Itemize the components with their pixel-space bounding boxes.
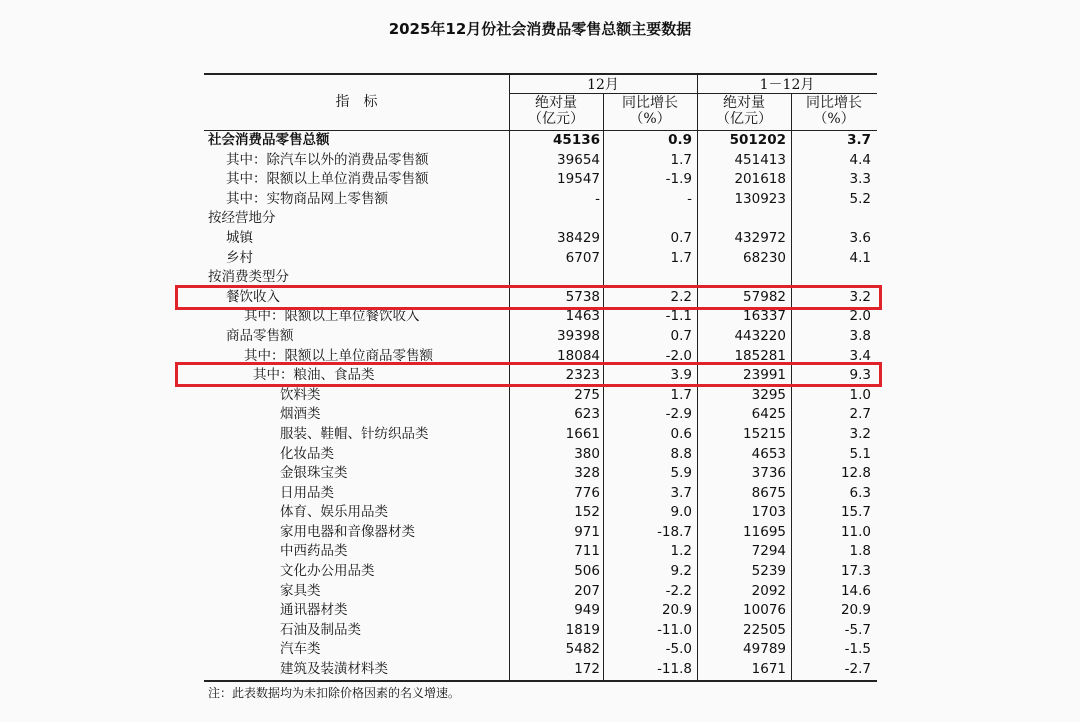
table-row [204, 660, 877, 680]
row-value: 3736 [751, 465, 786, 482]
row-value: 12.8 [840, 465, 871, 482]
row-value: 11.0 [840, 523, 871, 540]
row-value: 3.2 [849, 425, 871, 442]
row-value: 15.7 [840, 504, 871, 521]
row-label: 文化办公用品类 [280, 563, 375, 580]
row-label: 通讯器材类 [280, 602, 348, 619]
row-value: - [687, 190, 692, 207]
row-value: 711 [574, 543, 600, 560]
table-header [204, 75, 877, 131]
row-value: 2.0 [849, 308, 871, 325]
row-value: 3.7 [670, 484, 692, 501]
row-label: 其中：实物商品网上零售额 [226, 190, 388, 207]
row-label: 家具类 [280, 582, 321, 599]
header-group-ytd: 1－12月 [759, 77, 815, 93]
row-label: 餐饮收入 [226, 288, 280, 305]
header-yoy-1 [603, 95, 697, 127]
row-value: 1.2 [670, 543, 692, 560]
table-row [204, 503, 877, 523]
row-value: 1463 [565, 308, 600, 325]
row-value: 3.4 [849, 347, 871, 364]
row-value: 15215 [743, 425, 786, 442]
row-value: 275 [574, 386, 600, 403]
table-note: 注：此表数据均为未扣除价格因素的名义增速。 [208, 686, 461, 700]
row-value: 3.6 [849, 229, 871, 246]
row-value: 1.7 [670, 151, 692, 168]
table-row [204, 445, 877, 465]
header-yoy-label: 同比增长 [622, 95, 678, 111]
row-value: 1.0 [849, 386, 871, 403]
row-value: 5482 [565, 641, 600, 658]
table-row [204, 405, 877, 425]
table-row [204, 229, 877, 249]
row-value: 623 [574, 406, 600, 423]
row-value: 2.7 [849, 406, 871, 423]
row-label: 社会消费品零售总额 [208, 132, 330, 148]
table-row [204, 151, 877, 171]
row-label: 体育、娱乐用品类 [280, 504, 388, 521]
header-yoy-2 [791, 95, 877, 127]
row-value: 328 [574, 465, 600, 482]
row-value: 380 [574, 445, 600, 462]
table-row [204, 484, 877, 504]
row-value: 432972 [734, 229, 786, 246]
header-indicator: 指 标 [335, 94, 378, 110]
row-value: 172 [574, 661, 600, 678]
row-value: 506 [574, 563, 600, 580]
row-value: 971 [574, 523, 600, 540]
row-label: 石油及制品类 [280, 621, 361, 638]
row-value: 9.0 [670, 504, 692, 521]
header-abs-unit: （亿元） [716, 111, 772, 127]
row-value: 20.9 [840, 602, 871, 619]
row-label: 其中：限额以上单位餐饮收入 [244, 308, 420, 325]
row-value: 152 [574, 504, 600, 521]
row-value: 3.7 [847, 132, 871, 148]
row-label: 其中：粮油、食品类 [253, 367, 375, 384]
row-value: 8675 [751, 484, 786, 501]
row-value: 185281 [734, 347, 786, 364]
row-value: 2.2 [670, 288, 692, 305]
header-yoy-unit: （%） [629, 111, 671, 127]
table-row [204, 327, 877, 347]
row-label: 乡村 [226, 249, 253, 266]
row-value: 949 [574, 602, 600, 619]
table-row [204, 542, 877, 562]
row-value: 130923 [734, 190, 786, 207]
row-value: 5.2 [849, 190, 871, 207]
row-label: 日用品类 [280, 484, 334, 501]
row-value: 3295 [751, 386, 786, 403]
row-value: 22505 [743, 621, 786, 638]
row-value: 201618 [734, 171, 786, 188]
table-row [204, 523, 877, 543]
row-label: 烟酒类 [280, 406, 321, 423]
row-value: -18.7 [657, 523, 692, 540]
table-row [204, 209, 877, 229]
row-label: 商品零售额 [226, 327, 294, 344]
row-label: 城镇 [226, 229, 253, 246]
table-row [204, 464, 877, 484]
row-value: 776 [574, 484, 600, 501]
row-value: -5.7 [844, 621, 871, 638]
row-label: 家用电器和音像器材类 [280, 523, 415, 540]
table-row [204, 640, 877, 660]
row-value: 20.9 [661, 602, 692, 619]
highlight-box-catering [175, 285, 882, 310]
row-value: 5.9 [670, 465, 692, 482]
page-title: 2025年12月份社会消费品零售总额主要数据 [388, 20, 692, 38]
row-label: 按经营地分 [208, 210, 276, 227]
row-label: 其中：除汽车以外的消费品零售额 [226, 151, 429, 168]
row-value: 38429 [557, 229, 600, 246]
row-value: 0.7 [670, 327, 692, 344]
table-row [204, 249, 877, 269]
row-value: -11.0 [657, 621, 692, 638]
row-value: -5.0 [665, 641, 692, 658]
table-row [204, 386, 877, 406]
row-label: 化妆品类 [280, 445, 334, 462]
row-value: 207 [574, 582, 600, 599]
row-label: 金银珠宝类 [280, 465, 348, 482]
row-label: 服装、鞋帽、针纺织品类 [280, 425, 429, 442]
row-value: 49789 [743, 641, 786, 658]
header-abs-label: 绝对量 [723, 95, 765, 111]
row-value: 17.3 [840, 563, 871, 580]
row-value: 6.3 [849, 484, 871, 501]
header-yoy-unit: （%） [813, 111, 855, 127]
row-value: 3.2 [849, 288, 871, 305]
row-value: -2.9 [665, 406, 692, 423]
header-abs-unit: （亿元） [528, 111, 584, 127]
row-value: 18084 [557, 347, 600, 364]
row-label: 按消费类型分 [208, 269, 289, 286]
highlight-box-grain-oil-food [175, 362, 882, 387]
row-label: 其中：限额以上单位消费品零售额 [226, 171, 429, 188]
header-yoy-label: 同比增长 [806, 95, 862, 111]
row-value: 0.9 [668, 132, 692, 148]
header-group-month: 12月 [587, 77, 619, 93]
row-value: 3.3 [849, 171, 871, 188]
row-value: 9.3 [849, 367, 871, 384]
row-value: 11695 [743, 523, 786, 540]
header-abs-2 [697, 95, 791, 127]
header-abs-1 [509, 95, 603, 127]
table-row [204, 562, 877, 582]
row-value: 39654 [557, 151, 600, 168]
row-value: 6425 [751, 406, 786, 423]
row-value: 45136 [553, 132, 600, 148]
row-value: 1671 [751, 661, 786, 678]
table-row [204, 621, 877, 641]
row-label: 饮料类 [280, 386, 321, 403]
table-row [204, 131, 877, 151]
row-value: -11.8 [657, 661, 692, 678]
row-value: 4.1 [849, 249, 871, 266]
table-row [204, 601, 877, 621]
row-label: 其中：限额以上单位商品零售额 [244, 347, 433, 364]
row-value: 68230 [743, 249, 786, 266]
row-value: 3.9 [670, 367, 692, 384]
table-row [204, 582, 877, 602]
row-value: 39398 [557, 327, 600, 344]
row-value: 16337 [743, 308, 786, 325]
row-value: 2323 [565, 367, 600, 384]
header-abs-label: 绝对量 [535, 95, 577, 111]
row-value: 5239 [751, 563, 786, 580]
row-value: 23991 [743, 367, 786, 384]
row-value: - [595, 190, 600, 207]
row-value: 57982 [743, 288, 786, 305]
row-value: 451413 [734, 151, 786, 168]
row-value: 1.7 [670, 249, 692, 266]
row-value: 1661 [565, 425, 600, 442]
row-value: -2.0 [665, 347, 692, 364]
row-value: 4653 [751, 445, 786, 462]
row-value: -1.5 [844, 641, 871, 658]
row-value: 0.7 [670, 229, 692, 246]
row-label: 建筑及装潢材料类 [280, 661, 388, 678]
row-value: 2092 [751, 582, 786, 599]
table-body [204, 131, 877, 680]
row-value: 1.7 [670, 386, 692, 403]
row-value: 5.1 [849, 445, 871, 462]
row-value: 8.8 [670, 445, 692, 462]
row-value: 6707 [565, 249, 600, 266]
row-value: 14.6 [840, 582, 871, 599]
row-value: 1.8 [849, 543, 871, 560]
table-row [204, 190, 877, 210]
row-value: 3.8 [849, 327, 871, 344]
row-value: -2.7 [844, 661, 871, 678]
row-value: 1703 [751, 504, 786, 521]
header-divider [509, 93, 877, 94]
row-value: 10076 [743, 602, 786, 619]
row-label: 汽车类 [280, 641, 321, 658]
row-value: 9.2 [670, 563, 692, 580]
table-row [204, 425, 877, 445]
row-label: 中西药品类 [280, 543, 348, 560]
row-value: -1.9 [665, 171, 692, 188]
table-row [204, 307, 877, 327]
row-value: 501202 [729, 132, 786, 148]
row-value: 7294 [751, 543, 786, 560]
row-value: 443220 [734, 327, 786, 344]
row-value: 1819 [565, 621, 600, 638]
row-value: 0.6 [670, 425, 692, 442]
row-value: -2.2 [665, 582, 692, 599]
row-value: 5738 [565, 288, 600, 305]
row-value: 19547 [557, 171, 600, 188]
table-row [204, 170, 877, 190]
row-value: -1.1 [665, 308, 692, 325]
row-value: 4.4 [849, 151, 871, 168]
